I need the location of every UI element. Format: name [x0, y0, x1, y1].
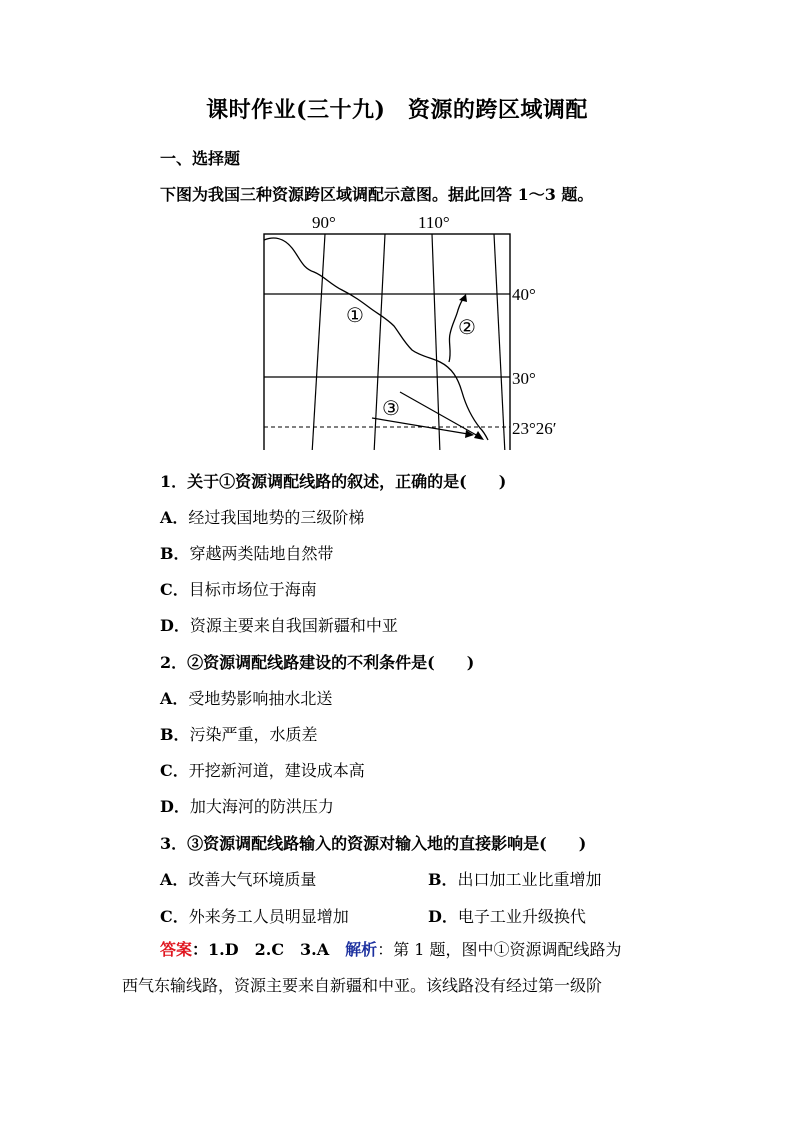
- meridian-110-line: [432, 234, 440, 450]
- meridian-120-line: [494, 234, 505, 450]
- analysis-label: 解析: [345, 940, 378, 959]
- question-3-number: 3．: [160, 834, 188, 853]
- meridian-90-line: [312, 234, 325, 450]
- q3-option-d-text: 电子工业升级换代: [457, 907, 586, 926]
- question-2-number: 2．: [160, 653, 188, 672]
- answer-line-1: [160, 932, 622, 968]
- route-3-line-b: [372, 418, 468, 434]
- q2-option-b-text: 污染严重，水质差: [189, 725, 318, 744]
- q3-option-c: [160, 904, 349, 927]
- route-1-label: ①: [346, 305, 364, 327]
- lat-label-30: 30°: [512, 369, 536, 388]
- answer-colon: ：: [192, 940, 209, 959]
- q1-option-d: [160, 613, 398, 636]
- lon-label-110: 110°: [418, 213, 450, 232]
- answer-values: 1.D 2.C 3.A: [208, 940, 346, 959]
- analysis-text-1: ：第 1 题，图中①资源调配线路为: [377, 940, 622, 959]
- q2-option-c: [160, 758, 365, 781]
- question-1: [160, 469, 506, 492]
- q3-option-d: [428, 904, 586, 927]
- page-title: 课时作业(三十九) 资源的跨区域调配: [206, 97, 588, 123]
- q3-option-b-text: 出口加工业比重增加: [457, 870, 602, 889]
- q2-option-a-text: 受地势影响抽水北送: [188, 689, 333, 708]
- route-3-arrow-a-icon: [474, 431, 484, 440]
- q1-option-c-text: 目标市场位于海南: [188, 580, 317, 599]
- question-3: [160, 831, 586, 854]
- lon-label-90: 90°: [312, 213, 336, 232]
- q2-option-c-letter: C．: [160, 761, 189, 780]
- q2-option-a-letter: A．: [160, 689, 189, 708]
- lat-label-40: 40°: [512, 285, 536, 304]
- answer-line-2: [122, 968, 602, 1004]
- q2-option-d: [160, 794, 334, 817]
- q3-option-b: [428, 867, 602, 890]
- q1-option-b-letter: B．: [160, 544, 190, 563]
- q1-option-a: [160, 505, 364, 528]
- question-2: [160, 650, 474, 673]
- q2-option-c-text: 开挖新河道，建设成本高: [188, 761, 365, 780]
- question-3-stem: ③资源调配线路输入的资源对输入地的直接影响是( ): [187, 834, 587, 853]
- q1-option-a-text: 经过我国地势的三级阶梯: [188, 508, 365, 527]
- q3-option-c-text: 外来务工人员明显增加: [188, 907, 349, 926]
- answer-label: 答案: [160, 940, 193, 959]
- analysis-text-2: 西气东输线路，资源主要来自新疆和中亚。该线路没有经过第一级阶: [122, 976, 603, 995]
- q1-option-a-letter: A．: [160, 508, 189, 527]
- section-heading: 一、选择题: [160, 149, 241, 168]
- q2-option-d-letter: D．: [160, 797, 190, 816]
- q2-option-b-letter: B．: [160, 725, 190, 744]
- q3-option-c-letter: C．: [160, 907, 189, 926]
- intro-text: 下图为我国三种资源跨区域调配示意图。据此回答 1～3 题。: [160, 185, 594, 204]
- resource-transfer-map: [262, 210, 562, 450]
- q1-option-b-text: 穿越两类陆地自然带: [189, 544, 334, 563]
- q1-option-b: [160, 541, 334, 564]
- q3-option-a: [160, 867, 316, 890]
- q2-option-b: [160, 722, 318, 745]
- lat-label-tropic: 23°26′: [512, 419, 557, 438]
- question-2-stem: ②资源调配线路建设的不利条件是( ): [187, 653, 475, 672]
- q1-option-d-letter: D．: [160, 616, 190, 635]
- route-2-arrow-icon: [459, 294, 467, 302]
- route-3-label: ③: [382, 398, 400, 420]
- q3-option-b-letter: B．: [428, 870, 458, 889]
- q3-option-a-text: 改善大气环境质量: [188, 870, 317, 889]
- route-2-label: ②: [458, 317, 476, 339]
- q3-option-d-letter: D．: [428, 907, 458, 926]
- question-1-number: 1．: [160, 472, 188, 491]
- q1-option-c-letter: C．: [160, 580, 189, 599]
- q2-option-d-text: 加大海河的防洪压力: [189, 797, 334, 816]
- q3-option-a-letter: A．: [160, 870, 189, 889]
- question-1-stem: 关于①资源调配线路的叙述，正确的是( ): [187, 472, 507, 491]
- q1-option-c: [160, 577, 317, 600]
- q2-option-a: [160, 686, 332, 709]
- q1-option-d-text: 资源主要来自我国新疆和中亚: [189, 616, 398, 635]
